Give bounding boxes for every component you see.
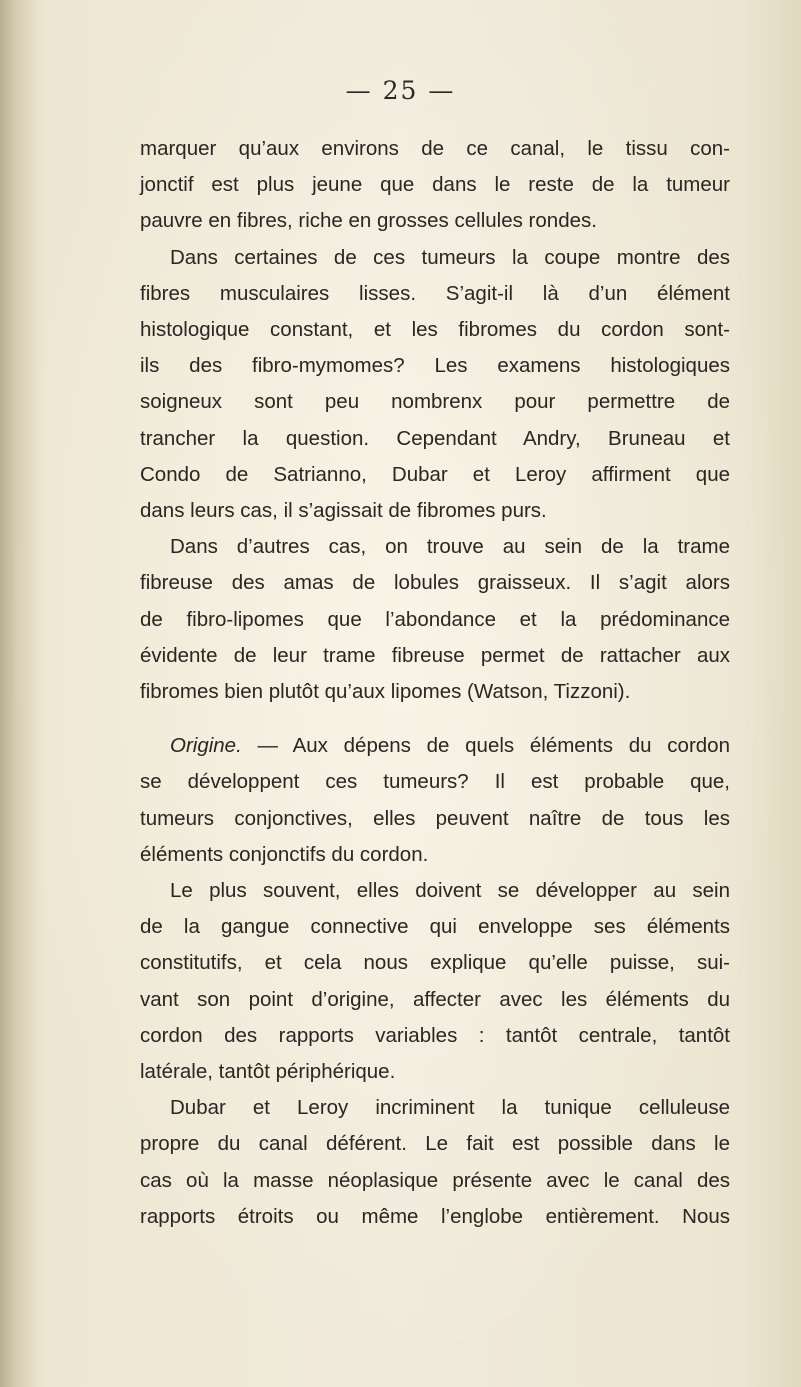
text-line: dans leurs cas, il s’agissait de fibromes purs. [140,499,547,523]
text-line: cordon des rapports variables : tantôt centrale, tantôt [140,1023,730,1047]
text-line: marquer qu’aux environs de ce canal, le tissu con- [140,137,730,160]
text-line: pauvre en fibres, riche en grosses cellules rondes. [140,209,597,233]
text-line: Dubar et Leroy incriminent la tunique celluleuse [170,1096,730,1120]
text-line [140,728,730,764]
text-line: propre du canal déférent. Le fait est possible dans le [140,1132,730,1156]
text-line: cas où la masse néoplasique présente avec le canal des [140,1168,730,1192]
paragraph [140,1090,730,1235]
text-line: tumeurs conjonctives, elles peuvent naître de tous les [140,806,730,830]
text-line: fibres musculaires lisses. S’agit-il là d’un élément [140,281,730,305]
text-line: soigneux sont peu nombrenx pour permettre de [140,390,730,414]
text-line: histologique constant, et les fibromes du cordon sont- [140,318,730,342]
text-run: — Aux dépens de quels éléments du cordon [241,734,730,758]
page-number: — 25 — [345,76,456,105]
paragraph [140,131,730,240]
text-line: se développent ces tumeurs? Il est probable que, [140,770,730,794]
text-line: constitutifs, et cela nous explique qu’elle puisse, sui- [140,951,730,975]
text-line: ils des fibro-mymomes? Les examens histologiques [140,354,730,378]
text-line: trancher la question. Cependant Andry, Bruneau et [140,426,730,450]
text-line: évidente de leur trame fibreuse permet de rattacher aux [140,643,730,667]
text-line: Dans d’autres cas, on trouve au sein de la trame [170,535,730,559]
paragraph [140,240,730,530]
text-line: fibreuse des amas de lobules graisseux. Il s’agit alors [140,571,730,595]
text-line: fibromes bien plutôt qu’aux lipomes (Watson, Tizzoni). [140,680,631,704]
text-line: vant son point d’origine, affecter avec les éléments du [140,987,730,1011]
text-line: Condo de Satrianno, Dubar et Leroy affirment que [140,462,730,486]
paragraph [140,873,730,1090]
text-line: de la gangue connective qui enveloppe ses éléments [140,915,730,939]
text-line: de fibro-lipomes que l’abondance et la prédominance [140,607,730,631]
text-line: Le plus souvent, elles doivent se développer au sein [170,879,730,903]
text-line: Dans certaines de ces tumeurs la coupe montre des [170,245,730,269]
section-heading: Origine. [170,734,242,758]
text-line: rapports étroits ou même l’englobe entièrement. Nous [140,1204,730,1228]
section-paragraph [140,728,730,873]
text-line: latérale, tantôt périphérique. [140,1060,396,1084]
text-line: éléments conjonctifs du cordon. [140,842,429,866]
body-text [140,131,730,1235]
paragraph [140,529,730,710]
text-line: jonctif est plus jeune que dans le reste de la tumeur [140,173,730,197]
